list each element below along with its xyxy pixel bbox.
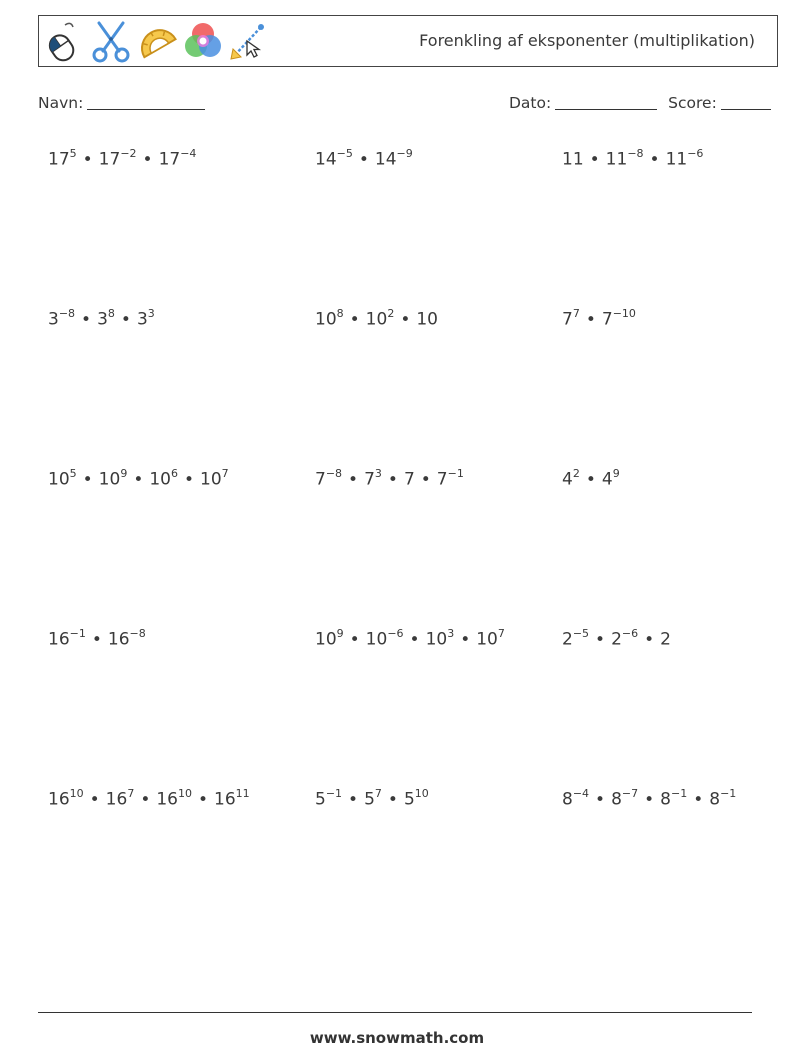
base: 8 <box>709 789 721 810</box>
base: 8 <box>562 789 573 810</box>
exponent: −7 <box>621 787 639 800</box>
base: 2 <box>562 629 573 650</box>
multiply-dot: • <box>460 629 471 650</box>
base: 5 <box>315 789 326 810</box>
multiply-dot: • <box>693 789 704 810</box>
exponent: 8 <box>107 307 115 320</box>
exponent: −8 <box>325 467 343 480</box>
exponent: 3 <box>447 627 455 640</box>
multiply-dot: • <box>142 149 153 170</box>
mouse-icon <box>43 19 87 63</box>
exponent: 7 <box>127 787 135 800</box>
base: 16 <box>156 789 178 810</box>
base: 10 <box>365 629 388 650</box>
problem-expression <box>562 148 703 170</box>
exponent: −6 <box>687 147 704 160</box>
base: 10 <box>149 469 171 490</box>
exponent: −8 <box>129 627 146 640</box>
base: 17 <box>48 149 70 170</box>
multiply-dot: • <box>358 149 369 170</box>
base: 7 <box>562 309 573 330</box>
problem-expression <box>562 308 636 330</box>
date-line[interactable] <box>555 94 657 110</box>
base: 3 <box>136 309 148 330</box>
problem-expression <box>48 788 250 810</box>
exponent: 8 <box>336 307 344 320</box>
problem-expression <box>48 148 196 170</box>
score-line[interactable] <box>721 94 771 110</box>
base: 10 <box>200 469 222 490</box>
multiply-dot: • <box>133 469 144 490</box>
base: 8 <box>660 789 671 810</box>
base: 7 <box>315 469 326 490</box>
base: 10 <box>315 629 337 650</box>
base: 5 <box>403 789 415 810</box>
date-label: Dato: <box>509 94 552 112</box>
multiply-dot: • <box>82 469 93 490</box>
multiply-dot: • <box>589 149 600 170</box>
exponent: 5 <box>69 147 77 160</box>
exponent: 11 <box>235 787 250 800</box>
exponent: −1 <box>325 787 343 800</box>
base: 3 <box>48 309 59 330</box>
base: 10 <box>425 629 448 650</box>
exponent: 10 <box>177 787 192 800</box>
base: 10 <box>48 469 70 490</box>
problem-expression <box>562 628 671 650</box>
base: 4 <box>562 469 573 490</box>
multiply-dot: • <box>81 309 92 330</box>
name-field[interactable] <box>38 94 205 112</box>
base: 10 <box>476 629 498 650</box>
base: 11 <box>562 149 584 170</box>
multiply-dot: • <box>197 789 209 810</box>
exponent: 10 <box>69 787 84 800</box>
multiply-dot: • <box>387 789 398 810</box>
base: 3 <box>97 309 108 330</box>
base: 16 <box>107 629 130 650</box>
multiply-dot: • <box>89 789 100 810</box>
name-label: Navn: <box>38 94 84 112</box>
base: 4 <box>601 469 613 490</box>
pointer-tool-icon <box>227 19 271 63</box>
name-line[interactable] <box>87 94 205 110</box>
protractor-icon <box>135 19 179 63</box>
base: 7 <box>403 469 415 490</box>
multiply-dot: • <box>420 469 431 490</box>
base: 7 <box>364 469 375 490</box>
footer-divider <box>38 1012 752 1013</box>
problem-expression <box>562 468 620 490</box>
problem-expression <box>48 628 146 650</box>
exponent: 6 <box>170 467 178 480</box>
base: 16 <box>214 789 236 810</box>
multiply-dot: • <box>409 629 420 650</box>
exponent: −1 <box>447 467 464 480</box>
exponent: −2 <box>120 147 137 160</box>
exponent: 7 <box>572 307 580 320</box>
multiply-dot: • <box>400 309 411 330</box>
multiply-dot: • <box>348 469 359 490</box>
exponent: 2 <box>387 307 395 320</box>
base: 10 <box>98 469 121 490</box>
date-score-fields <box>509 94 771 112</box>
multiply-dot: • <box>349 309 360 330</box>
multiply-dot: • <box>644 789 655 810</box>
score-label: Score: <box>668 94 717 112</box>
problem-expression <box>48 308 155 330</box>
base: 10 <box>365 309 388 330</box>
exponent: 3 <box>147 307 155 320</box>
base: 5 <box>364 789 375 810</box>
multiply-dot: • <box>387 469 398 490</box>
exponent: −10 <box>612 307 636 320</box>
base: 10 <box>416 309 438 330</box>
scissors-icon <box>89 19 133 63</box>
base: 7 <box>601 309 613 330</box>
exponent: 10 <box>414 787 429 800</box>
exponent: −1 <box>670 787 688 800</box>
multiply-dot: • <box>348 789 359 810</box>
exponent: 3 <box>374 467 382 480</box>
problem-expression <box>562 788 736 810</box>
base: 8 <box>611 789 622 810</box>
exponent: −5 <box>336 147 353 160</box>
footer-website: www.snowmath.com <box>309 1029 485 1047</box>
base: 2 <box>611 629 622 650</box>
problem-expression <box>315 308 438 330</box>
exponent: −4 <box>572 787 590 800</box>
exponent: −6 <box>621 627 639 640</box>
exponent: −8 <box>58 307 76 320</box>
multiply-dot: • <box>183 469 195 490</box>
multiply-dot: • <box>595 789 606 810</box>
exponent: 9 <box>120 467 128 480</box>
multiply-dot: • <box>120 309 131 330</box>
exponent: −6 <box>387 627 404 640</box>
base: 16 <box>48 789 70 810</box>
worksheet-title: Forenkling af eksponenter (multiplikation) <box>419 31 755 50</box>
base: 2 <box>660 629 671 650</box>
exponent: −1 <box>720 787 737 800</box>
exponent: 9 <box>612 467 620 480</box>
exponent: 7 <box>497 627 505 640</box>
multiply-dot: • <box>140 789 151 810</box>
exponent: −1 <box>69 627 86 640</box>
base: 16 <box>48 629 70 650</box>
base: 7 <box>436 469 448 490</box>
exponent: 7 <box>221 467 229 480</box>
multiply-dot: • <box>585 469 596 490</box>
multiply-dot: • <box>644 629 655 650</box>
problem-expression <box>315 148 413 170</box>
problem-expression <box>315 468 464 490</box>
exponent: −5 <box>572 627 590 640</box>
multiply-dot: • <box>585 309 596 330</box>
multiply-dot: • <box>82 149 93 170</box>
base: 11 <box>665 149 688 170</box>
exponent: −9 <box>396 147 413 160</box>
multiply-dot: • <box>349 629 360 650</box>
exponent: 5 <box>69 467 77 480</box>
problem-expression <box>48 468 229 490</box>
multiply-dot: • <box>649 149 660 170</box>
base: 17 <box>158 149 181 170</box>
exponent: −4 <box>180 147 197 160</box>
base: 17 <box>98 149 121 170</box>
base: 14 <box>315 149 337 170</box>
exponent: 9 <box>336 627 344 640</box>
base: 11 <box>605 149 628 170</box>
multiply-dot: • <box>91 629 102 650</box>
base: 16 <box>105 789 128 810</box>
exponent: 2 <box>572 467 580 480</box>
color-circles-icon <box>181 19 225 63</box>
multiply-dot: • <box>595 629 606 650</box>
exponent: 7 <box>374 787 382 800</box>
worksheet-header <box>38 15 778 67</box>
problem-expression <box>315 628 505 650</box>
problem-expression <box>315 788 429 810</box>
base: 14 <box>374 149 397 170</box>
exponent: −8 <box>627 147 644 160</box>
base: 10 <box>315 309 337 330</box>
